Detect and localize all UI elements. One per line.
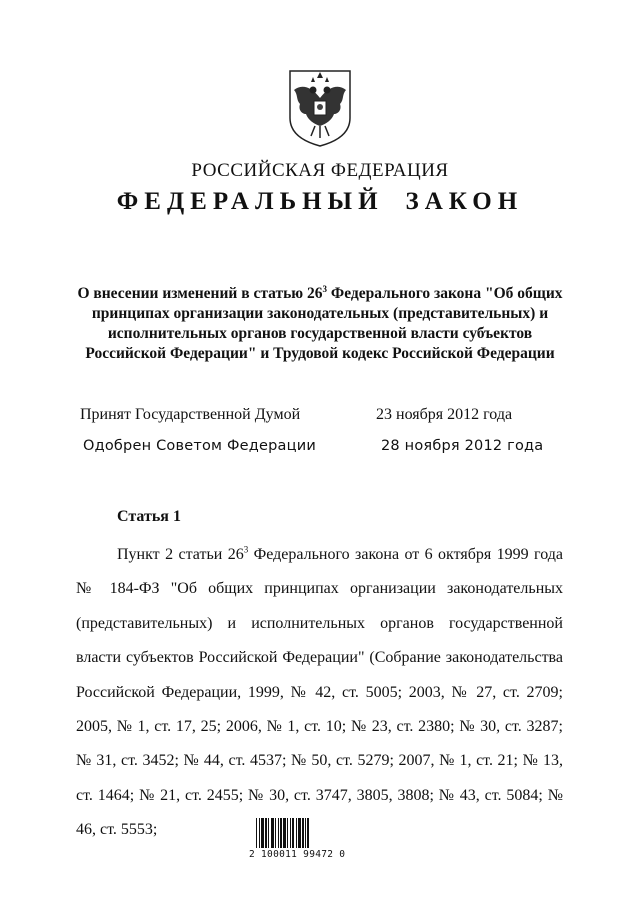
country-name: РОССИЙСКАЯ ФЕДЕРАЦИЯ: [191, 160, 449, 181]
law-title-superscript: 3: [322, 283, 328, 294]
law-title-part-1: О внесении изменений в статью 26: [77, 285, 323, 302]
adopted-date: 23 ноября 2012 года: [376, 406, 513, 423]
law-type: [0, 188, 640, 216]
barcode-icon: [256, 818, 332, 848]
adopted-label: Принят Государственной Думой: [80, 406, 301, 423]
law-title-part-2: Федерального закона "Об общих принципах организации законодательных (представительных) и исполнительных органов государственной власти субъектов Российской Федерации" и Трудовой кодекс Российской Федерации: [85, 285, 563, 362]
article-text-part-2: Федерального закона от 6 октября 1999 года № 184-ФЗ "Об общих принципах организации законодательных (представительных) и исполнительных органов государственной власти субъектов Российской Федерации" (Собрание законодательства Российской Федерации, 1999, № 42, ст. 5005; 2003, № 27, ст. 2709; 2005, № 1, ст. 17, 25; 2006, № 1, ст. 10; № 23, ст. 2380; № 30, ст. 3287; № 31, ст. 3452; № 44, ст. 4537; № 50, ст. 5279; 2007, № 1, ст. 21; № 13, ст. 1464; № 21, ст. 2455; № 30, ст. 3747, 3805, 3808; № 43, ст. 5084; № 46, ст. 5553;: [76, 546, 564, 839]
law-type-word-1: ФЕДЕРАЛЬНЫЙ: [116, 188, 384, 215]
law-title: [70, 284, 570, 364]
barcode-digits: 2 100011 99472 0: [249, 849, 346, 860]
article-text-part-1: Пункт 2 статьи 26: [117, 546, 244, 563]
article-heading: Статья 1: [117, 508, 181, 525]
approved-label: Одобрен Советом Федерации: [83, 438, 316, 454]
approved-date: 28 ноября 2012 года: [381, 438, 544, 454]
law-type-word-2: ЗАКОН: [405, 188, 524, 215]
article-text-superscript: 3: [243, 544, 249, 555]
article-text: [76, 538, 563, 848]
coat-of-arms-icon: [287, 68, 353, 148]
